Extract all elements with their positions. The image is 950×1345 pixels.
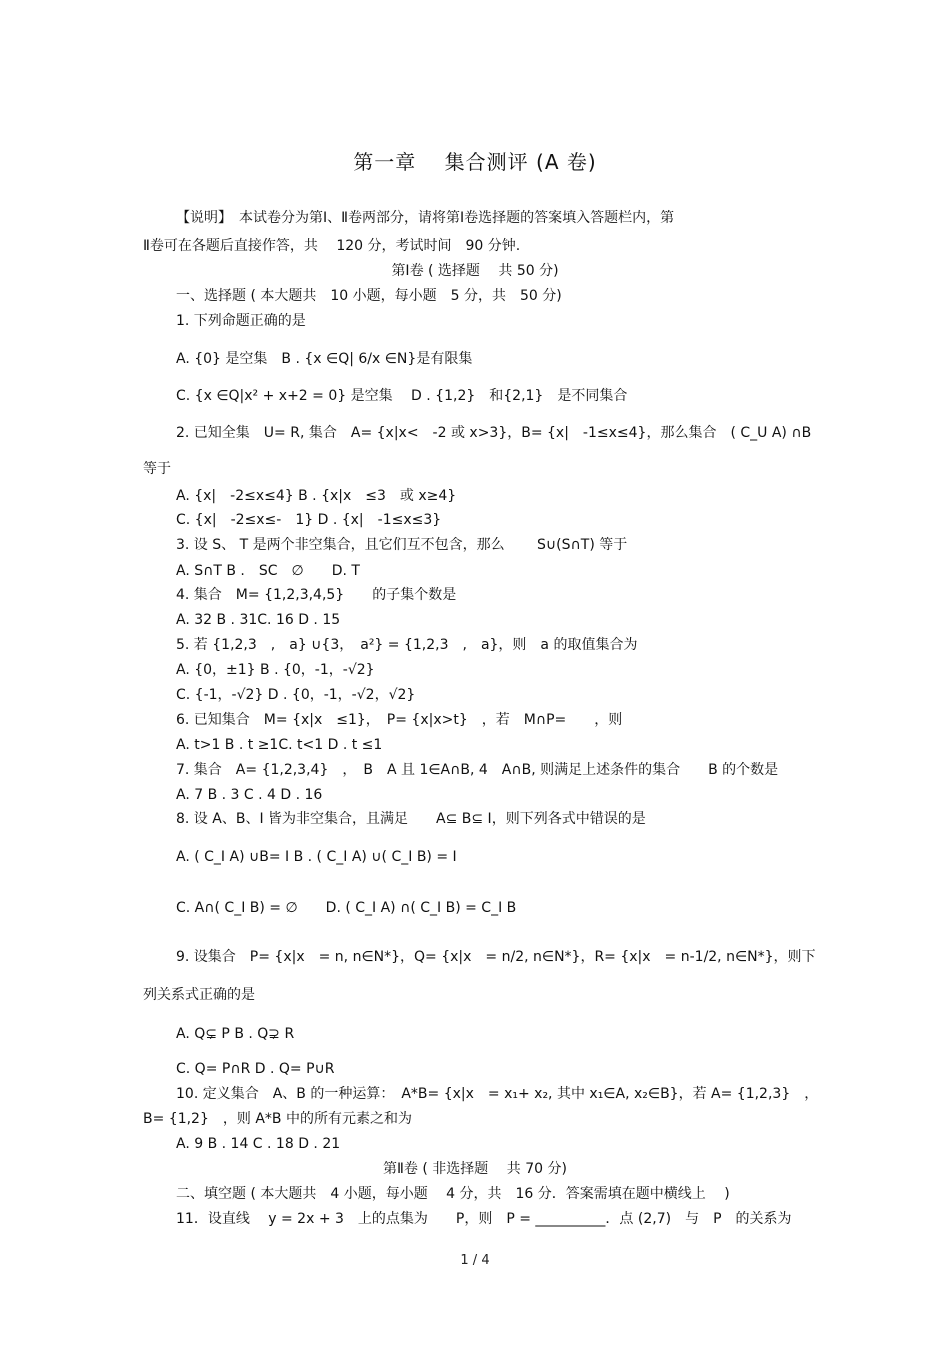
note-line-1: 【说明】 本试卷分为第Ⅰ、Ⅱ卷两部分，请将第Ⅰ卷选择题的答案填入答题栏内，第 <box>176 210 675 226</box>
q5-options-cd: C. {-1，-√2} D . {0，-1，-√2，√2} <box>176 687 416 703</box>
q11-stem: 11．设直线 y = 2x + 3 上的点集为 P，则 P = __________．点 (2,7) 与 P 的关系为 <box>176 1211 792 1227</box>
q10-stem-line1: 10. 定义集合 A、B 的一种运算： A*B= {x|x = x₁+ x₂, 其中 x₁∈A, x₂∈B}，若 A= {1,2,3} ， <box>176 1086 819 1102</box>
page-number: 1 / 4 <box>460 1253 490 1268</box>
q7-stem: 7. 集合 A= {1,2,3,4} ， B A 且 1∈A∩B, 4 A∩B, 则满足上述条件的集合 B 的个数是 <box>176 762 779 778</box>
q2-options-cd: C. {x| -2≤x≤- 1} D . {x| -1≤x≤3} <box>176 512 442 528</box>
q8-options-cd: C. A∩( C_I B) = ∅ D. ( C_I A) ∩( C_I B) = C_I B <box>176 900 517 916</box>
q6-stem: 6. 已知集合 M= {x|x ≤1}， P= {x|x>t} ，若 M∩P= ，则 <box>176 712 623 728</box>
q2-stem-line1: 2. 已知全集 U= R, 集合 A= {x|x< -2 或 x>3}，B= {x| -1≤x≤4}，那么集合 ( C_U A) ∩B <box>176 425 812 441</box>
q8-options-ab: A. ( C_I A) ∪B= I B . ( C_I A) ∪( C_I B) = I <box>176 849 457 865</box>
part1-heading: 第Ⅰ卷 ( 选择题 共 50 分) <box>391 263 559 279</box>
note-line-2: Ⅱ卷可在各题后直接作答，共 120 分，考试时间 90 分钟. <box>143 238 521 254</box>
q1-stem: 1. 下列命题正确的是 <box>176 313 306 329</box>
q3-options: A. S∩T B . SC ∅ D. T <box>176 563 360 579</box>
q4-options: A. 32 B . 31C. 16 D . 15 <box>176 612 341 628</box>
q3-stem: 3. 设 S、 T 是两个非空集合，且它们互不包含，那么 S∪(S∩T) 等于 <box>176 537 628 553</box>
q9-options-cd: C. Q= P∩R D . Q= P∪R <box>176 1061 335 1077</box>
q2-options-ab: A. {x| -2≤x≤4} B . {x|x ≤3 或 x≥4} <box>176 488 457 504</box>
section1-heading: 一、选择题 ( 本大题共 10 小题，每小题 5 分，共 50 分) <box>176 288 562 304</box>
q1-options-ab: A. {0} 是空集 B . {x ∈Q| 6/x ∈N}是有限集 <box>176 351 473 367</box>
q4-stem: 4. 集合 M= {1,2,3,4,5} 的子集个数是 <box>176 587 457 603</box>
q10-stem-line2: B= {1,2} ，则 A*B 中的所有元素之和为 <box>143 1111 412 1127</box>
section2-heading: 二、填空题 ( 本大题共 4 小题，每小题 4 分，共 16 分．答案需填在题中横线上 ) <box>176 1186 730 1202</box>
q10-options: A. 9 B . 14 C . 18 D . 21 <box>176 1136 341 1152</box>
q9-stem-line2: 列关系式正确的是 <box>143 987 255 1003</box>
q2-stem-line2: 等于 <box>143 461 171 477</box>
q9-options-ab: A. Q⊊ P B . Q⊋ R <box>176 1026 295 1042</box>
q5-options-ab: A. {0，±1} B . {0，-1，-√2} <box>176 662 375 678</box>
q9-stem-line1: 9. 设集合 P= {x|x = n, n∈N*}，Q= {x|x = n/2, n∈N*}，R= {x|x = n-1/2, n∈N*}，则下 <box>176 949 816 965</box>
q6-options: A. t>1 B . t ≥1C. t<1 D . t ≤1 <box>176 737 383 753</box>
q1-options-cd: C. {x ∈Q|x² + x+2 = 0} 是空集 D . {1,2} 和{2,1} 是不同集合 <box>176 388 628 404</box>
q5-stem: 5. 若 {1,2,3 , a} ∪{3， a²} = {1,2,3 , a}，则 a 的取值集合为 <box>176 637 638 653</box>
q7-options: A. 7 B . 3 C . 4 D . 16 <box>176 787 323 803</box>
q8-stem: 8. 设 A、B、I 皆为非空集合，且满足 A⊆ B⊆ I，则下列各式中错误的是 <box>176 811 646 827</box>
page-title: 第一章 集合测评 (A 卷) <box>353 150 597 174</box>
part2-heading: 第Ⅱ卷 ( 非选择题 共 70 分) <box>383 1161 567 1177</box>
